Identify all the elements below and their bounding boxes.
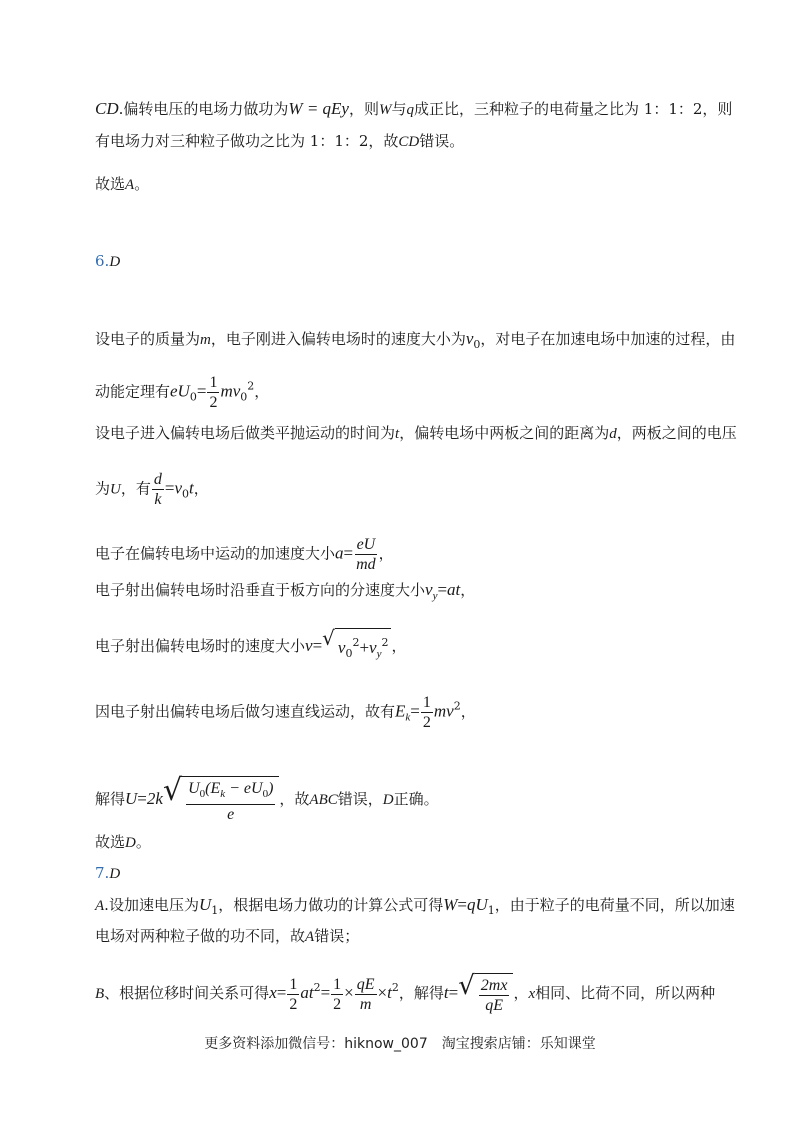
text: ， [254,382,270,401]
q6-line6 [95,578,475,608]
text: ， [193,479,209,498]
denominator: e [227,806,235,823]
equals: = [196,381,207,401]
radical-sign-icon: √ [458,971,475,1001]
subscript: y [432,590,438,602]
formula: t [443,983,449,1002]
subscript: 0 [262,788,269,800]
numerator: eU [356,536,376,553]
option-label: D [382,792,394,808]
text: ， [513,984,529,1002]
square-root [458,973,513,1015]
equals: = [410,701,420,721]
square-root [322,628,391,666]
formula: eU [170,381,190,401]
text: 有电场力对三种粒子做功之比为 1：1：2，故 [95,132,399,150]
superscript: 2 [313,981,321,994]
option-label: A [305,929,315,945]
formula: 2k [146,789,163,808]
text: 。 [135,833,151,851]
equals: = [164,478,175,498]
option-label: CD [95,99,119,118]
text: ， [460,702,476,721]
plus: + [359,638,370,657]
formula: U [198,895,212,914]
q6-line7 [95,628,407,666]
text: 错误。 [419,132,465,150]
radical-sign-icon: √ [162,773,183,808]
times: × [377,983,388,1002]
text: 错误； [314,927,360,945]
fraction [421,693,433,732]
text: 故选 [95,175,126,193]
formula: (E [205,780,221,797]
subscript: k [220,788,226,800]
option-label: B [95,986,105,1002]
subscript: 0 [189,390,197,404]
radicand [475,973,514,1015]
subscript: 1 [211,904,219,917]
var: W [378,102,392,118]
fraction [354,535,378,574]
formula: U [125,789,138,808]
q6-line3 [95,421,737,446]
answer-letter: A [125,177,135,193]
q6-line4 [95,470,209,509]
equals: = [343,543,354,563]
var: d [609,426,617,442]
q6-line1 [95,327,735,357]
text: ，两板之间的电压 [616,424,737,442]
formula: mv [220,381,241,401]
text: ，对电子在加速电场中加速的过程，由 [480,330,736,348]
equals: = [312,636,323,655]
choose-a [95,172,149,197]
superscript: 2 [391,981,399,994]
formula: v [369,638,377,657]
text: ， [378,544,394,563]
denominator: 2 [333,995,342,1013]
text: 电场对两种粒子做的功不同，故 [95,927,306,945]
choose-d [95,830,151,855]
question-6-header [95,249,120,274]
q7-line3 [95,973,715,1015]
radicand [182,776,279,824]
numerator: 1 [209,374,218,391]
formula: v [337,638,346,657]
q6-line8 [95,693,476,732]
formula: v [305,636,313,655]
q7-line2 [95,924,359,949]
superscript: 2 [453,699,461,713]
numerator: 2mx [480,977,508,994]
formula: t [387,983,392,1002]
subscript: 0 [473,338,481,351]
denominator: 2 [289,995,298,1013]
fraction [207,373,219,412]
superscript: 2 [352,636,360,649]
text: 设电子的质量为 [95,330,201,348]
formula: − eU [225,780,263,797]
text: 相同、比荷不同，所以两种 [535,984,716,1002]
var: t [395,426,400,442]
answer-letter: D [125,835,136,851]
numerator [186,779,275,805]
formula: W = qEy [288,99,349,118]
numerator: d [153,471,162,488]
formula: qU [467,895,488,914]
paragraph-cd-line2 [95,129,464,154]
q7-line1 [95,893,735,923]
formula: E [395,701,406,721]
denominator: 2 [209,394,218,411]
text: 成正比，三种粒子的电荷量之比为 1：1：2，则 [414,100,733,118]
formula: v [174,478,183,498]
answer-letter: D [109,254,121,270]
text: 故选 [95,833,126,851]
text: 错误， [337,790,383,808]
option-label: ABC [309,792,338,808]
times: × [344,983,354,1002]
fraction [186,779,275,824]
paragraph-cd-line1 [95,97,732,122]
text: 为 [95,479,111,498]
answer-letter: D [109,866,121,882]
equals: = [276,983,287,1002]
numerator: 1 [422,694,431,711]
var: m [200,332,211,348]
equals: = [320,983,331,1002]
formula: t [189,478,194,498]
radicand [335,628,392,666]
subscript: 0 [199,788,206,800]
subscript: 0 [182,487,190,501]
numerator: qE [356,975,375,993]
equals: = [457,895,468,914]
text: ，解得 [398,984,444,1002]
text: 解得 [95,790,126,808]
text: 与 [391,100,407,118]
subscript: 0 [345,647,353,660]
fraction [287,975,299,1014]
subscript: y [376,648,382,660]
formula: at [447,580,461,599]
question-7-header [95,861,120,886]
text: ，偏转电场中两板之间的距离为 [399,424,610,442]
text: 电子射出偏转电场时的速度大小 [95,637,306,655]
equals: = [437,580,448,599]
text: ，有 [120,479,151,498]
formula: x [269,983,277,1002]
text: ，则 [348,100,379,118]
text: 正确。 [393,790,439,808]
text: 设电子进入偏转电场后做类平抛运动的时间为 [95,424,396,442]
text: .偏转电压的电场力做功为 [118,100,289,118]
equals: = [137,789,147,808]
text: ， [391,637,407,655]
var: q [406,102,414,118]
denominator: k [154,491,162,508]
formula: a [335,543,344,563]
text: ，根据电场力做功的计算公式可得 [218,896,444,914]
equals: = [448,983,459,1002]
fraction [479,976,510,1015]
text: ，电子刚进入偏转电场时的速度大小为 [210,330,466,348]
var: x [528,986,536,1002]
text: 电子射出偏转电场时沿垂直于板方向的分速度大小 [95,581,426,599]
formula: mv [433,701,454,721]
subscript: k [405,711,411,724]
formula: at [300,983,314,1002]
radical-sign-icon: √ [322,626,335,650]
fraction [152,470,164,509]
text: 。 [134,175,150,193]
var: v [465,329,474,348]
text: ，故 [279,790,310,808]
text: 电子在偏转电场中运动的加速度大小 [95,544,336,563]
formula: W [443,895,458,914]
page-footer: 更多资料添加微信号：hiknow_007 淘宝搜索店铺：乐知课堂 [204,1036,596,1052]
fraction [355,975,377,1014]
text: ， [460,581,476,599]
q6-line2 [95,373,269,412]
option-label: A [95,898,105,914]
formula: U [188,780,200,797]
text: 因电子射出偏转电场后做匀速直线运动，故有 [95,702,396,721]
option-label: CD [398,134,420,150]
denominator: qE [485,997,503,1014]
superscript: 2 [381,636,389,649]
text: ，由于粒子的电荷量不同，所以加速 [494,896,735,914]
text: 、根据位移时间关系可得 [104,984,270,1002]
fraction [331,975,343,1014]
denominator: md [356,556,376,573]
text: 动能定理有 [95,382,171,401]
denominator: m [359,995,372,1013]
q6-line9 [95,773,439,824]
q6-line5 [95,535,394,574]
question-number: 7. [95,864,110,882]
superscript: 2 [247,379,255,393]
formula: ) [268,780,274,797]
numerator: 1 [289,975,298,993]
denominator: 2 [422,714,431,731]
question-number: 6. [95,252,110,270]
numerator: 1 [333,975,342,993]
subscript: 1 [487,904,495,917]
formula: v [425,580,433,599]
text: .设加速电压为 [104,896,199,914]
square-root [162,773,279,824]
var: U [110,481,121,498]
subscript: 0 [240,390,248,404]
